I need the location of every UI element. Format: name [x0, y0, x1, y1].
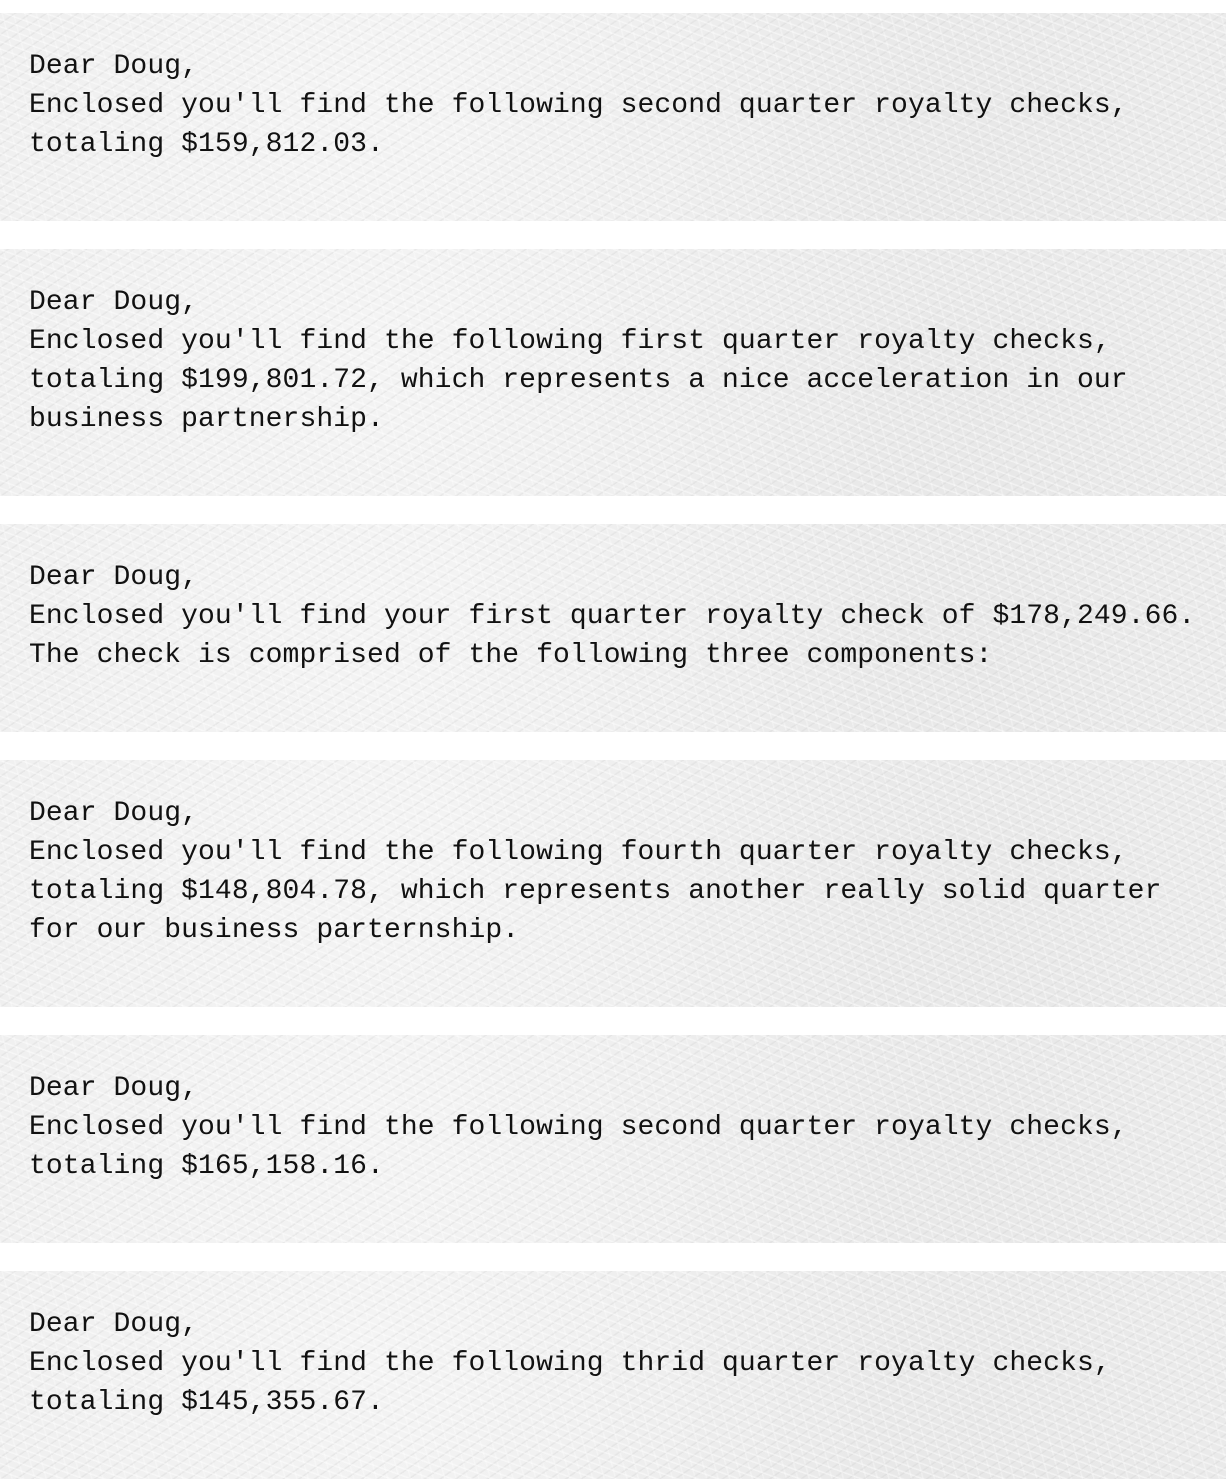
letter-line: Enclosed you'll find the following thrid quarter royalty checks, [29, 1348, 1111, 1379]
letter-line: totaling $199,801.72, which represents a nice acceleration in our [29, 365, 1128, 396]
letter-salutation: Dear Doug, [29, 1073, 199, 1104]
letter-card [0, 524, 1226, 732]
letter-card [0, 1271, 1226, 1479]
letter-line: totaling $165,158.16. [29, 1151, 384, 1182]
letter-card [0, 1035, 1226, 1243]
letter-salutation: Dear Doug, [29, 51, 199, 82]
letter-line: Enclosed you'll find your first quarter royalty check of $178,249.66. [29, 601, 1196, 632]
letter-line: Enclosed you'll find the following fourth quarter royalty checks, [29, 837, 1128, 868]
letter-line: Enclosed you'll find the following first quarter royalty checks, [29, 326, 1111, 357]
letter-line: totaling $148,804.78, which represents another really solid quarter [29, 876, 1162, 907]
letter-card [0, 249, 1226, 496]
letter-salutation: Dear Doug, [29, 287, 199, 318]
letter-card [0, 13, 1226, 221]
letter-line: for our business parternship. [29, 915, 520, 946]
letter-line: totaling $159,812.03. [29, 129, 384, 160]
letter-card [0, 760, 1226, 1007]
letter-line: business partnership. [29, 404, 384, 435]
letter-salutation: Dear Doug, [29, 798, 199, 829]
letter-list [0, 13, 1226, 1479]
letter-line: totaling $145,355.67. [29, 1387, 384, 1418]
letter-line: Enclosed you'll find the following second quarter royalty checks, [29, 1112, 1128, 1143]
letter-salutation: Dear Doug, [29, 1309, 199, 1340]
letter-line: Enclosed you'll find the following second quarter royalty checks, [29, 90, 1128, 121]
letter-line: The check is comprised of the following three components: [29, 640, 993, 671]
letter-salutation: Dear Doug, [29, 562, 199, 593]
